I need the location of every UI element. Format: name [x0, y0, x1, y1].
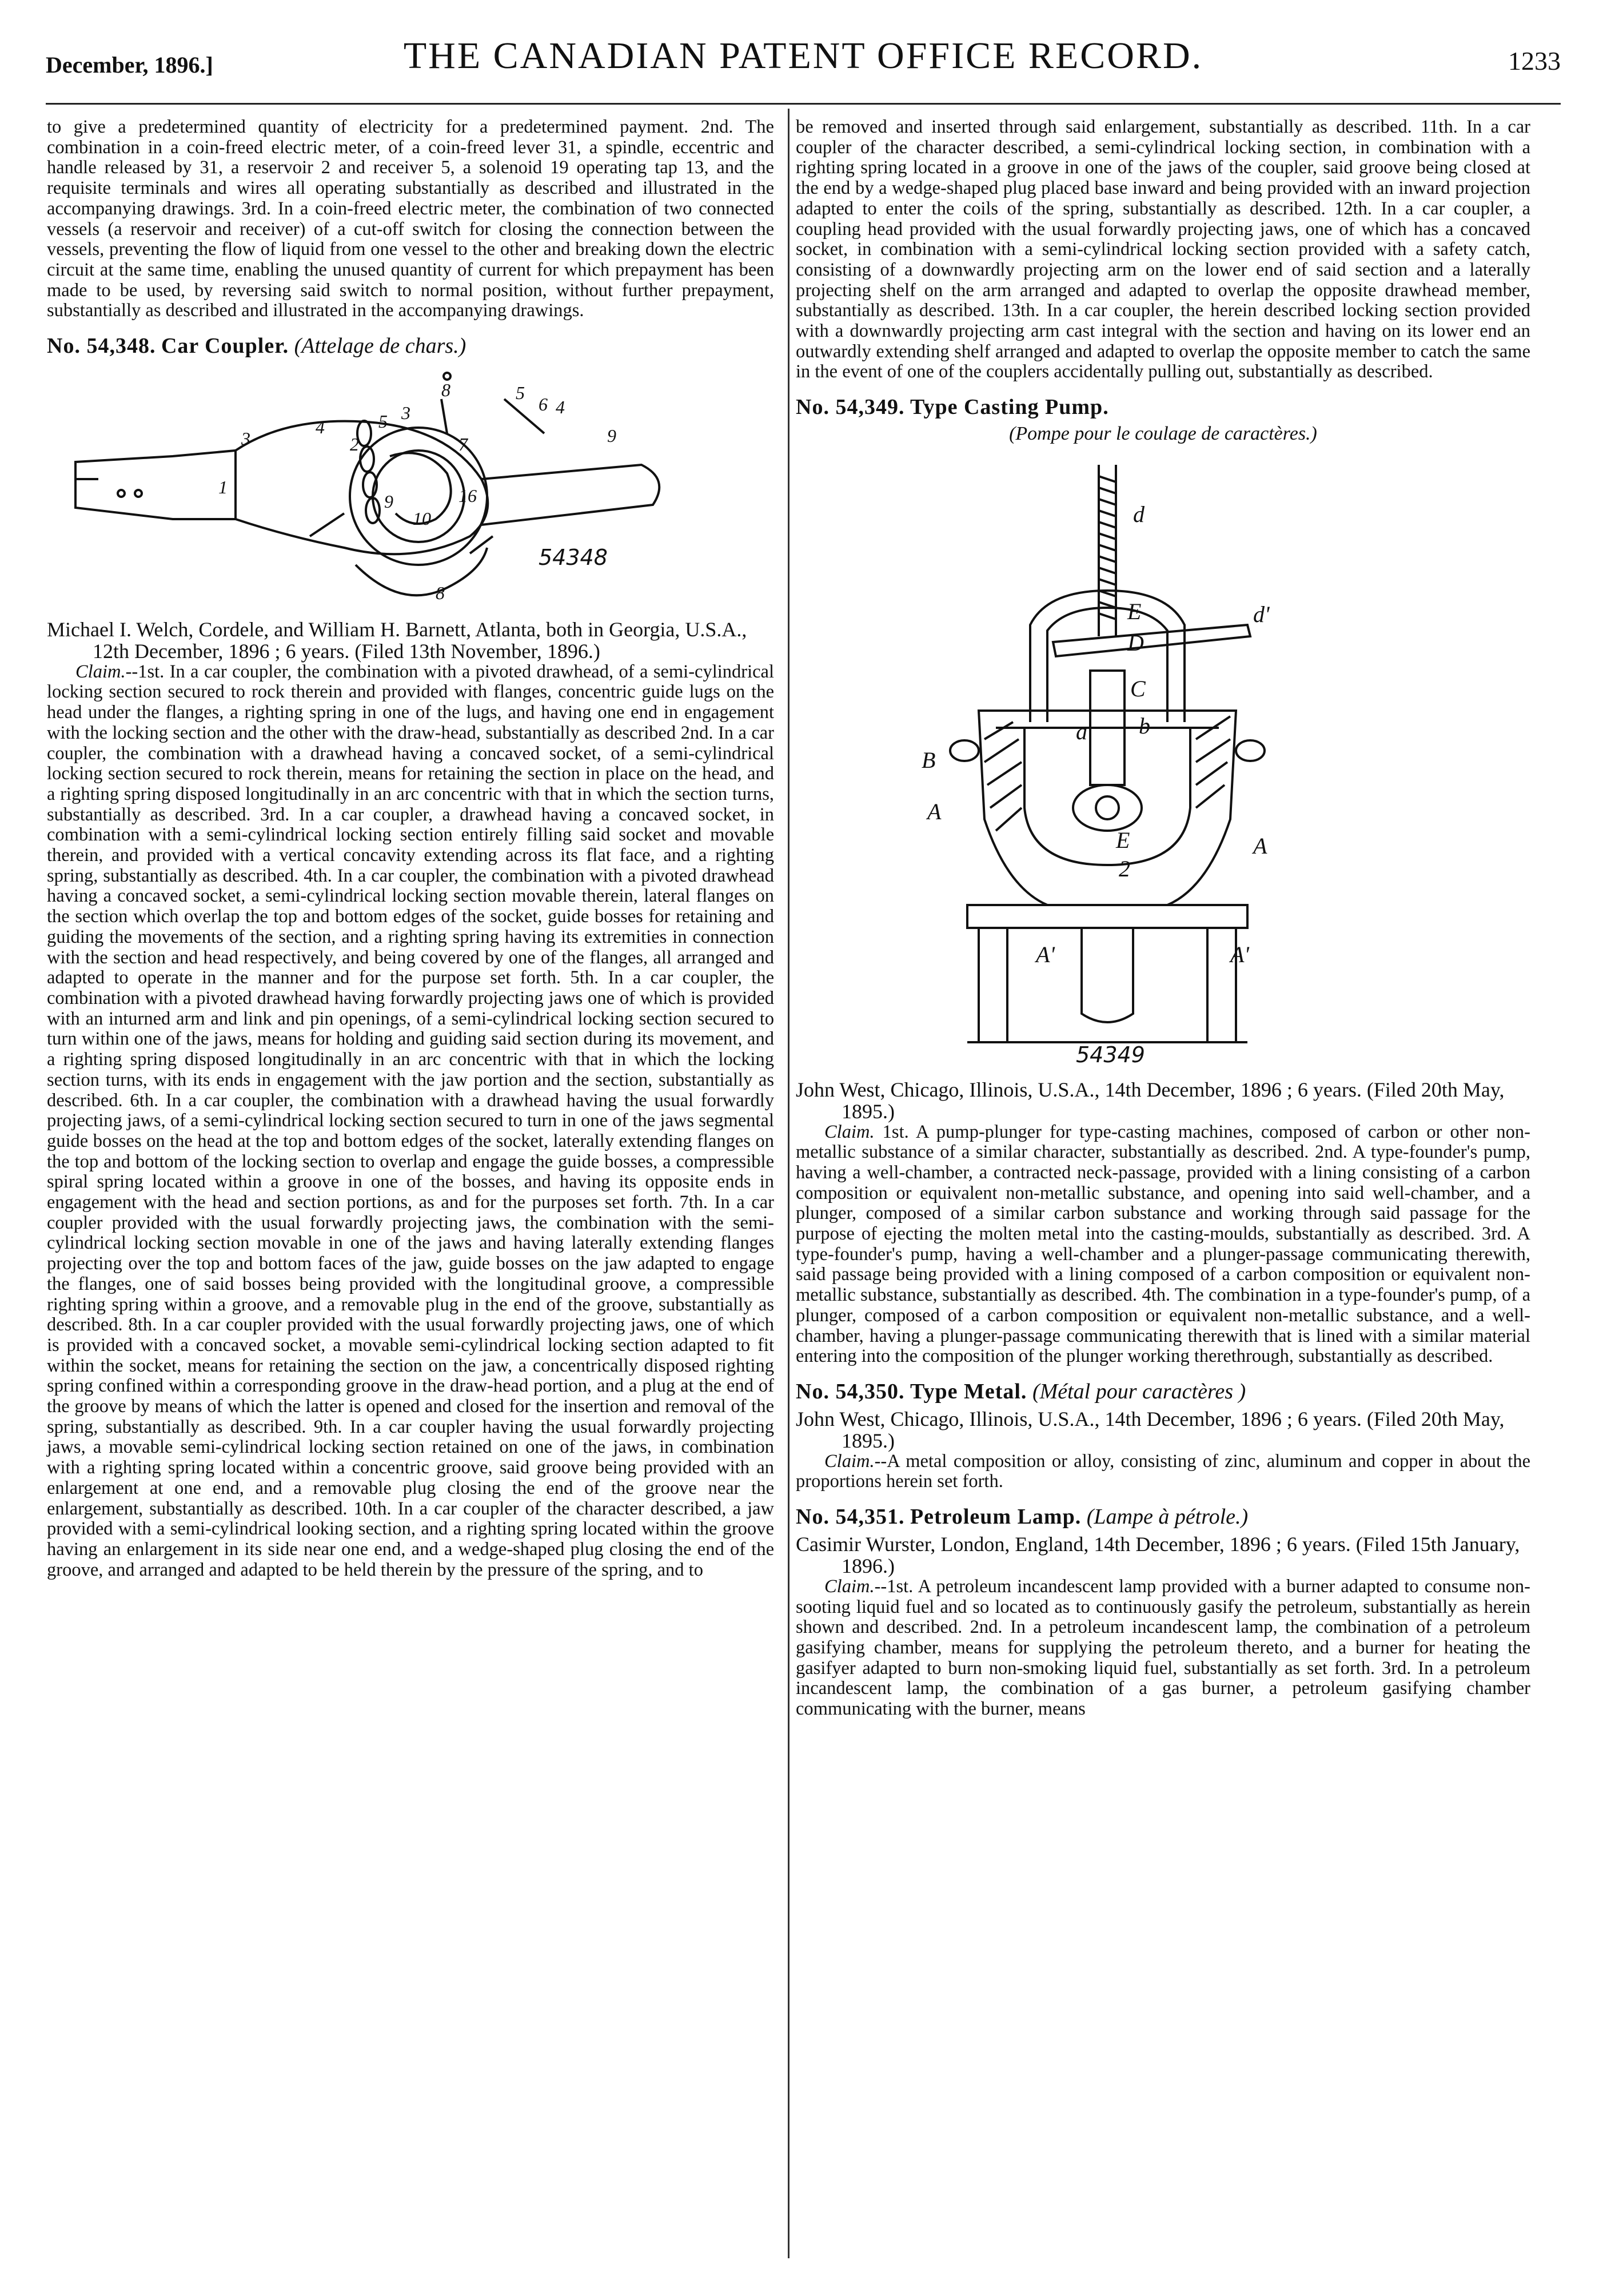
svg-text:A': A' — [1036, 941, 1055, 967]
entry-54351-inventor: Casimir Wurster, London, England, 14th December, 1896 ; 6 years. (Filed 15th January, 1896.) — [796, 1532, 1520, 1577]
svg-text:5: 5 — [516, 382, 525, 403]
entry-54350-claim — [796, 1452, 1530, 1492]
header-date: December, 1896.] — [46, 52, 213, 78]
entry-54349-title: Type Casting Pump. — [910, 395, 1109, 420]
svg-text:8: 8 — [441, 379, 450, 400]
svg-text:d: d — [1133, 501, 1145, 527]
svg-text:A: A — [927, 798, 942, 824]
type-casting-pump-figure — [796, 453, 1530, 1071]
car-coupler-figure — [47, 365, 774, 611]
entry-54351-claim — [796, 1577, 1530, 1720]
svg-text:3: 3 — [241, 428, 250, 449]
svg-text:b: b — [1139, 712, 1150, 739]
entry-54350-claim-text: --A metal composition or alloy, consisting of zinc, aluminum and copper in about the proportions herein set forth. — [796, 1450, 1530, 1492]
entry-54351-claim-text: --1st. A petroleum incandescent lamp provided with a burner adapted to consume non-sooting liquid fuel and so located as to continuously gasify the petroleum, substantially as herein shown and described. 2nd. In a petroleum incandescent lamp, the combination of a petroleum gasifying chamber, means for supplying the petroleum thereto, and a burner for heating the gasifyer adapted to burn non-smoking liquid fuel, substantially as set forth. 3rd. In a petroleum incandescent lamp, the combination of a gas burner, a petroleum gasifying chamber communicating with the burner, means — [796, 1576, 1530, 1720]
entry-54349-claim-label: Claim. — [824, 1121, 875, 1142]
entry-54348-french-title: (Attelage de chars.) — [294, 334, 466, 358]
entry-54349-claim-text: 1st. A pump-plunger for type-casting machines, composed of carbon or other non-metallic substance of a similar character, substantially as described. 2nd. A type-founder's pump, having a well-chamber, a contracted neck-passage, provided with a lining consisting of a carbon composition or equivalent non-metallic substance, and opening into said well-chamber, and a plunger, composed of a similar carbon substance and working through said passage for the purpose of ejecting the molten metal into the casting-moulds, substantially as described. 3rd. A type-founder's pump, having a well-chamber and a plunger-passage communicating therewith, said passage being provided with a lining composed of a carbon composition or equivalent non-metallic substance, substantially as described. 4th. The combination in a type-founder's pump, of a plunger, composed of a carbon composition or equivalent non-metallic substance, and a well-chamber, having a plunger-passage communicating therewith that is lined with a similar material entering into the composition of the plunger working therethrough, substantially as described. — [796, 1121, 1530, 1367]
car-coupler-drawing — [47, 365, 774, 611]
entry-54350-number: No. 54,350. — [796, 1379, 905, 1404]
svg-text:8: 8 — [436, 582, 445, 603]
entry-54350-heading — [796, 1379, 1530, 1404]
entry-54351-number: No. 54,351. — [796, 1505, 905, 1529]
entry-54350-inventor: John West, Chicago, Illinois, U.S.A., 14th December, 1896 ; 6 years. (Filed 20th May, 1895.) — [796, 1407, 1505, 1452]
type-casting-pump-drawing — [796, 453, 1530, 1071]
entry-54349-inventor: John West, Chicago, Illinois, U.S.A., 14th December, 1896 ; 6 years. (Filed 20th May, 1895.) — [796, 1078, 1505, 1123]
right-continued-claims-text: be removed and inserted through said enlargement, substantially as described. 11th. In a car coupler of the character described, a semi-cylindrical locking section, in combination with a righting spring located in a groove in one of the jaws of the coupler, said groove being closed at the end by a wedge-shaped plug placed base inward and being provided with an inward projection adapted to enter the coils of the spring, substantially as described. 12th. In a car coupler, a coupling head provided with the usual forwardly projecting jaws, one of which has a concaved socket, in combination with a semi-cylindrical locking section provided with a safety catch, consisting of a downwardly projecting arm on the lower end of said section and a laterally projecting shelf on the arm arranged and adapted to overlap the opposite drawhead member, substantially as described. 13th. In a car coupler, the herein described locking section provided with a downwardly projecting arm cast integral with the section and having on its lower end an outwardly extending shelf arranged and adapted to overlap the opposite member to catch the same in the event of one of the couplers accidentally pulling out, substantially as described. — [796, 117, 1530, 382]
svg-text:5: 5 — [378, 410, 388, 432]
svg-text:1: 1 — [218, 476, 228, 497]
header-rule — [46, 103, 1561, 105]
entry-54348-inventor: Michael I. Welch, Cordele, and William H. Barnett, Atlanta, both in Georgia, U.S.A., 12th December, 1896 ; 6 years. (Filed 13th November, 1896.) — [47, 617, 747, 663]
svg-text:4: 4 — [556, 396, 565, 417]
svg-text:d': d' — [1253, 601, 1270, 627]
entry-54348-title: Car Coupler. — [161, 334, 289, 358]
entry-54348-claim-label: Claim. — [75, 661, 126, 682]
svg-text:C: C — [1130, 675, 1146, 701]
svg-text:4: 4 — [316, 416, 325, 437]
svg-text:3: 3 — [401, 402, 410, 423]
entry-54351-title: Petroleum Lamp. — [910, 1505, 1082, 1529]
left-column — [47, 117, 774, 1580]
svg-text:9: 9 — [384, 491, 393, 512]
header-page-number: 1233 — [1508, 46, 1561, 75]
svg-text:D: D — [1127, 629, 1144, 656]
car-coupler-figure-label: 54348 — [539, 544, 608, 570]
entry-54351-claim-label: Claim. — [824, 1576, 875, 1597]
entry-54349-number: No. 54,349. — [796, 395, 905, 420]
entry-54348-claim-text: --1st. In a car coupler, the combination with a pivoted drawhead, of a semi-cylindrical locking section secured to rock therein and provided with flanges, concentric guide lugs on the head under the flanges, a righting spring in one of the lugs, and having one end in engagement with the locking section and the other with the draw-head, substantially as described 2nd. In a car coupler, the combination with a drawhead having a concaved socket, of a semi-cylindrical locking section secured to rock therein, means for retaining the section in place on the head, and a righting spring disposed longitudinally in an arc concentric with that in which the section turns, substantially as described. 3rd. In a car coupler, a drawhead having a concaved socket, in combination with a semi-cylindrical locking section entirely filling said socket and movable therein, and provided with a vertical concavity extending across its flat face, and a righting spring, substantially as described. 4th. In a car coupler, the combination with a pivoted drawhead having a concaved socket, a semi-cylindrical locking section movable therein, lateral flanges on the section which overlap the top and bottom edges of the socket, guide bosses for retaining and guiding the movements of the section, and a righting spring having its extremities in connection with the section and head respectively, and being covered by one of the flanges, all arranged and adapted to operate in the manner and for the purpose set forth. 5th. In a car coupler, the combination with a pivoted drawhead having forwardly projecting jaws one of which is provided with an inturned arm and link and pin openings, of a semi-cylindrical locking section secured to turn within one of the jaws, means for holding and guiding said section during its movement, and a righting spring disposed longitudinally in an arc concentric with that in which the locking section turns, with its ends in engagement with the jaw portion and the section, substantially as described. 6th. In a car coupler, the combination with a drawhead having the usual forwardly projecting jaws, of a semi-cylindrical locking section secured to turn in one of the jaws segmental guide bosses on the head at the top and bottom edges of the socket, laterally extending flanges on the top and bottom of the locking section to overlap and engage the guide bosses, a compressible spiral spring located within a groove in one of the bosses, and having its opposite ends in engagement with the head and section portions, as and for the purposes set forth. 7th. In a car coupler provided with the usual forwardly projecting jaws, the combination with the semi-cylindrical locking section movable in one of the jaws and having laterally extending flanges projecting over the top and bottom faces of the jaw, guide bosses on the jaw adapted to engage the flanges, one of said bosses being provided with the longitudinal groove, a compressible righting spring within a groove, and a removable plug in the end of the groove, substantially as described. 8th. In a car coupler provided with the usual forwardly projecting jaws, one of which is provided with a concaved socket, a movable semi-cylindrical locking section adapted to fit within the socket, means for retaining the section on the jaw, a concentrically disposed righting spring confined within a corresponding groove in the draw-head portion, and a plug at the end of the groove by means of which the latter is opened and closed for the insertion and removal of the spring, substantially as described. 9th. In a car coupler having the usual forwardly projecting jaws, a movable semi-cylindrical locking section retained on one of the jaws, in combination with a righting spring located within a concentric groove, said groove being provided with an enlargement at one end, and a removable plug closing the end of the groove near the enlargement, substantially as described. 10th. In a car coupler of the character described, a jaw provided with a semi-cylindrical looking section, and a righting spring located within the groove having an enlargement in its side near one end, and a wedge-shaped plug closing the end of the groove, and arranged and adapted to be held therein by the pressure of the spring, and to — [47, 661, 774, 1580]
entry-54350-claim-label: Claim. — [824, 1450, 875, 1472]
entry-54351-heading — [796, 1507, 1530, 1528]
page-header — [46, 34, 1561, 86]
svg-text:A: A — [1253, 832, 1267, 859]
pump-figure-label: 54349 — [1076, 1042, 1145, 1067]
entry-54349-claim — [796, 1122, 1530, 1367]
svg-text:E: E — [1127, 598, 1142, 624]
entry-54348-heading — [47, 336, 774, 357]
svg-text:A': A' — [1230, 941, 1249, 967]
svg-text:6: 6 — [539, 393, 548, 414]
entry-54349-french-title: (Pompe pour le coulage de caractères.) — [1009, 422, 1317, 444]
entry-54348-number: No. 54,348. — [47, 334, 156, 358]
entry-54351-french-title: (Lampe à pétrole.) — [1086, 1505, 1249, 1529]
continued-claims-text: to give a predetermined quantity of electricity for a predetermined payment. 2nd. The combination in a coin-freed electric meter, of a coin-freed lever 31, a spindle, eccentric and handle released by 31, a reservoir 2 and receiver 5, a solenoid 19 operating tap 13, and the requisite terminals and wires all operating substantially as described and illustrated in the accompanying drawings. 3rd. In a coin-freed electric meter, the combination of two connected vessels (a reservoir and receiver) of a cut-off switch for closing the connection between the vessels, preventing the flow of liquid from one vessel to the other and breaking down the electric circuit at the same time, enabling the unused quantity of current for which prepayment has been made to be used, by reversing said switch to normal position, without further prepayment, substantially as described and illustrated in the accompanying drawings. — [47, 117, 774, 321]
svg-text:7: 7 — [458, 433, 468, 455]
svg-text:2: 2 — [1119, 855, 1130, 882]
right-column — [796, 117, 1530, 1720]
svg-text:10: 10 — [413, 508, 431, 529]
entry-54348-claim — [47, 662, 774, 1581]
svg-text:9: 9 — [607, 425, 616, 446]
svg-text:a: a — [1076, 718, 1087, 744]
svg-text:B: B — [922, 747, 936, 773]
svg-text:E: E — [1116, 827, 1130, 853]
svg-text:2: 2 — [350, 433, 359, 455]
entry-54350-title: Type Metal. — [910, 1379, 1027, 1404]
entry-54349-heading — [796, 397, 1530, 418]
svg-text:16: 16 — [458, 485, 477, 506]
header-title: THE CANADIAN PATENT OFFICE RECORD. — [403, 35, 1203, 77]
entry-54350-french-title: (Métal pour caractères ) — [1032, 1379, 1246, 1404]
column-divider — [788, 109, 789, 2258]
